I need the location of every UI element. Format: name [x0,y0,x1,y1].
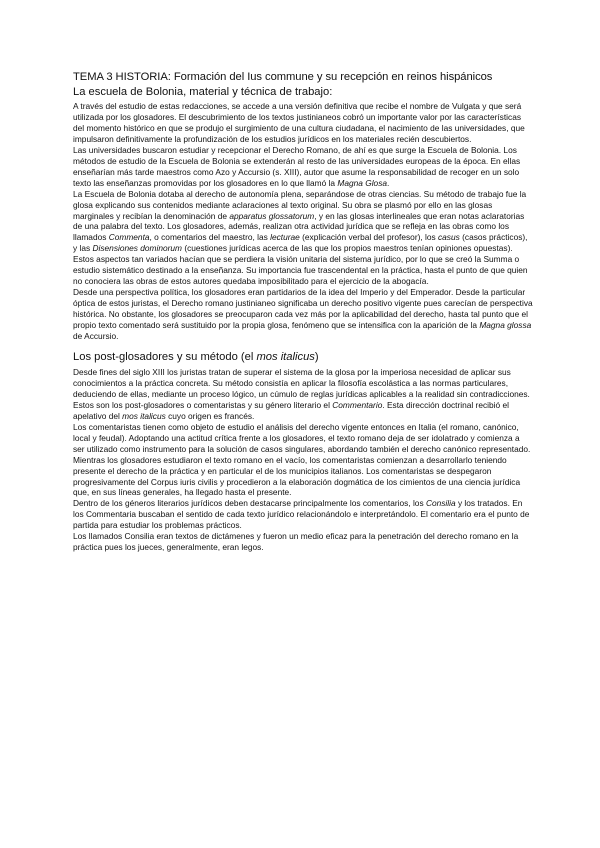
section-postglossators-body [73,367,533,553]
paragraph: Las universidades buscaron estudiar y recepcionar el Derecho Romano, de ahí es que surge la Escuela de Bolonia. Los métodos de estudio de la Escuela de Bolonia se extenderán al resto de las universidades europeas de la época. En ellas enseñarían más tarde maestros como Azo y Accursio (s. XIII), autor que asume la responsabilidad de recoger en un solo texto las enseñanzas promovidas por los glosadores en lo que llamó la Magna Glosa. [73,144,521,188]
paragraph: Estos aspectos tan variados hacían que se perdiera la visión unitaria del sistema jurídico, por lo que se creó la Summa o estudio sistemático destinado a la enseñanza. Su importancia fue trascendental en la práctica, hasta el punto de que quien no conociera las obras de estos autores quedaba imposibilitado para el ejercicio de la abogacía. [73,254,528,287]
paragraph: Desde fines del siglo XIII los juristas tratan de superar el sistema de la glosa por la imperiosa necesidad de aplicar sus conocimientos a la práctica concreta. Su método consistía en aplicar la filosofía escolástica a las normas particulares, deduciendo de ellas, mediante un proceso lógico, un cúmulo de reglas jurídicas aplicables a la realidad sin contradicciones. Estos son los post-glosadores o comentaristas y su género literario el Commentario. Esta dirección doctrinal recibió el apelativo del mos italicus cuyo origen es francés. [73,366,530,421]
section-heading-postglossators: Los post-glosadores y su método (el mos italicus) [73,350,319,363]
paragraph: Los comentaristas tienen como objeto de estudio el análisis del derecho vigente entonces en Italia (el romano, canónico, local y feudal). Adoptando una actitud crítica frente a los glosadores, el texto romano deja de ser idolatrado y comienza a ser utilizado como instrumento para la solución de casos singulares, abordando también el derecho canónico representado. Mientras los glosadores estudiaron el texto romano en el vacío, los comentaristas comienzan a desarrollarlo teniendo presente el derecho de la práctica y en particular el de los municipios italianos. Los comentaristas se despegaron progresivamente del Corpus iuris civilis y procedieron a la elaboración dogmática de los cimientos de una ciencia jurídica que, en sus líneas generales, ha llegado hasta el presente. [73,421,531,498]
document-page [73,70,533,553]
paragraph: La Escuela de Bolonia dotaba al derecho de autonomía plena, separándose de otras ciencias. Su método de trabajo fue la glosa explicando sus contenidos mediante aclaraciones al texto original. Su obra se plasmó por ello en las glosas marginales y recibían la denominación de apparatus glossatorum, y en las glosas interlineales que eran notas aclaratorias de una palabra del texto. Los glosadores, además, realizan otra actividad jurídica que se refleja en las obras como los llamados Commenta, o comentarios del maestro, las lecturae (explicación verbal del profesor), los casus (casos prácticos), y las Disensiones dominorum (cuestiones jurídicas acerca de las que los propios maestros tenían opiniones opuestas). [73,188,528,254]
document-title: TEMA 3 HISTORIA: Formación del Ius commune y su recepción en reinos hispánicos [73,71,493,83]
paragraph: Desde una perspectiva política, los glosadores eran partidarios de la idea del Imperio y del Emperador. Desde la particular óptica de estos juristas, el Derecho romano justinianeo significaba un derecho positivo vigente pues carecían de perspectiva histórica. No obstante, los glosadores se preocuparon cada vez más por la aplicabilidad del derecho, hasta tal punto que el propio texto comentado será sustituido por la propia glosa, fenómeno que se intensifica con la aparición de la Magna glossa de Accursio. [73,287,533,342]
paragraph: Los llamados Consilia eran textos de dictámenes y fueron un medio eficaz para la penetración del derecho romano en la práctica pues los jueces, generalmente, eran legos. [73,531,519,553]
paragraph: Dentro de los géneros literarios jurídicos deben destacarse principalmente los comentarios, los Consilia y los tratados. En los Commentaria buscaban el sentido de cada texto jurídico relacionándolo e interpretándolo. El comentario era el punto de partida para estudiar los problemas prácticos. [73,498,530,531]
section-bologna-body [73,101,533,342]
section-heading-bologna: La escuela de Bolonia, material y técnica de trabajo: [73,86,333,98]
paragraph: A través del estudio de estas redacciones, se accede a una versión definitiva que recibe el nombre de Vulgata y que será utilizada por los glosadores. El descubrimiento de los textos justinianeos cobró un importante valor por las características del momento histórico en que se produjo el surgimiento de una cultura ciudadana, el nacimiento de las universidades, que impulsaron definitivamente la profundización de los estudios jurídicos en los materiales recién descubiertos. [73,101,525,144]
